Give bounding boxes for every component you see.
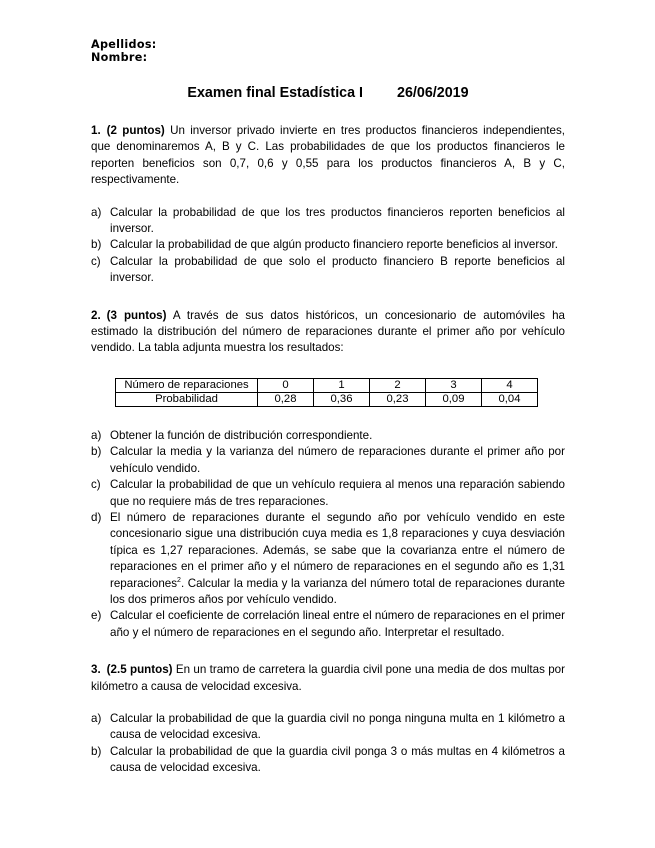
item-text: Calcular el coeficiente de correlación lineal entre el número de reparaciones en el primer año y el número de reparaciones en el segundo año. Interpretar el resultado. — [110, 609, 565, 639]
list-item — [91, 444, 565, 477]
list-item — [91, 711, 565, 744]
list-item — [91, 254, 565, 287]
question-number: 1. — [91, 124, 101, 137]
item-label: a) — [91, 711, 102, 725]
item-text: Calcular la probabilidad de que solo el producto financiero B reporte beneficios al inversor. — [110, 254, 565, 285]
table-row-label: Probabilidad — [116, 392, 258, 406]
item-label: c) — [91, 478, 101, 492]
item-text: El número de reparaciones durante el segundo año por vehículo vendido en este concesionario sigue una distribución cuya media es 1,8 reparaciones y cuya desviación típica es 1,27 reparaciones. Además, se sabe que la covarianza entre el número de reparaciones en el primer año y el número de reparaciones en el segundo año es 1,31 reparaciones — [110, 510, 565, 590]
item-text: Calcular la probabilidad de que la guardia civil no ponga ninguna multa en 1 kilómetro a causa de velocidad excesiva. — [110, 711, 565, 742]
question-points: (2 puntos) — [106, 124, 165, 137]
list-item — [91, 744, 565, 777]
item-text: Calcular la media y la varianza del número de reparaciones durante el primer año por vehículo vendido. — [110, 445, 565, 475]
item-label: b) — [91, 445, 102, 459]
table-cell: 2 — [370, 378, 426, 392]
item-text: Calcular la probabilidad de que los tres productos financieros reporten beneficios al inversor. — [110, 205, 565, 236]
list-item — [91, 428, 565, 444]
list-item — [91, 477, 565, 510]
probability-table — [115, 378, 538, 407]
table-row — [116, 378, 538, 392]
table-row-label: Número de reparaciones — [116, 378, 258, 392]
table-cell: 0,09 — [426, 392, 482, 406]
question-1-items — [91, 205, 565, 287]
question-text: Un inversor privado invierte en tres productos financieros independientes, que denominaremos A, B y C. Las probabilidades de que los productos financieros le reporten beneficios son 0,7, 0,6 y 0,55 para los productos financieros A, B y C, respectivamente. — [91, 124, 565, 187]
question-number: 3. — [91, 663, 101, 677]
item-text: . Calcular la media y la varianza del número total de reparaciones durante los dos primeros años por vehículo vendido. — [110, 576, 565, 606]
question-3-items — [91, 711, 565, 777]
question-number: 2. — [91, 308, 101, 322]
table-cell: 0,04 — [482, 392, 538, 406]
item-label: b) — [91, 238, 102, 252]
exam-title-text: Examen final Estadística I — [187, 85, 364, 101]
question-3 — [91, 662, 565, 695]
question-2-items — [91, 428, 565, 641]
question-2 — [91, 308, 565, 357]
table-cell: 0 — [258, 378, 314, 392]
question-points: (3 puntos) — [106, 308, 167, 322]
item-label: e) — [91, 609, 102, 623]
item-text: Calcular la probabilidad de que un vehículo requiera al menos una reparación sabiendo que no requiere más de tres reparaciones. — [110, 478, 565, 508]
exam-title — [91, 85, 565, 102]
list-item — [91, 237, 565, 253]
list-item — [91, 510, 565, 608]
item-text: Calcular la probabilidad de que algún producto financiero reporte beneficios al inversor. — [110, 238, 558, 252]
item-label: a) — [91, 428, 102, 442]
table-row — [116, 392, 538, 406]
exam-date: 26/06/2019 — [397, 85, 469, 101]
item-label: d) — [91, 510, 102, 524]
exam-page — [91, 38, 565, 777]
question-points: (2.5 puntos) — [106, 663, 173, 677]
item-label: b) — [91, 744, 102, 758]
apellidos-label: Apellidos: — [91, 38, 157, 51]
item-text: Calcular la probabilidad de que la guardia civil ponga 3 o más multas en 4 kilómetros a causa de velocidad excesiva. — [110, 744, 565, 775]
item-text: Obtener la función de distribución correspondiente. — [110, 428, 373, 442]
table-cell: 3 — [426, 378, 482, 392]
item-label: c) — [91, 254, 101, 268]
question-1 — [91, 123, 565, 189]
question-text: A través de sus datos históricos, un concesionario de automóviles ha estimado la distribución del número de reparaciones durante el primer año por vehículo vendido. La tabla adjunta muestra los resultados: — [91, 308, 565, 355]
list-item — [91, 608, 565, 641]
question-text: En un tramo de carretera la guardia civil pone una media de dos multas por kilómetro a causa de velocidad excesiva. — [91, 663, 565, 693]
superscript: 2 — [177, 576, 181, 584]
nombre-label: Nombre: — [91, 51, 148, 64]
table-cell: 0,23 — [370, 392, 426, 406]
list-item — [91, 205, 565, 238]
table-cell: 0,28 — [258, 392, 314, 406]
table-cell: 0,36 — [314, 392, 370, 406]
item-label: a) — [91, 205, 102, 219]
table-cell: 4 — [482, 378, 538, 392]
table-cell: 1 — [314, 378, 370, 392]
